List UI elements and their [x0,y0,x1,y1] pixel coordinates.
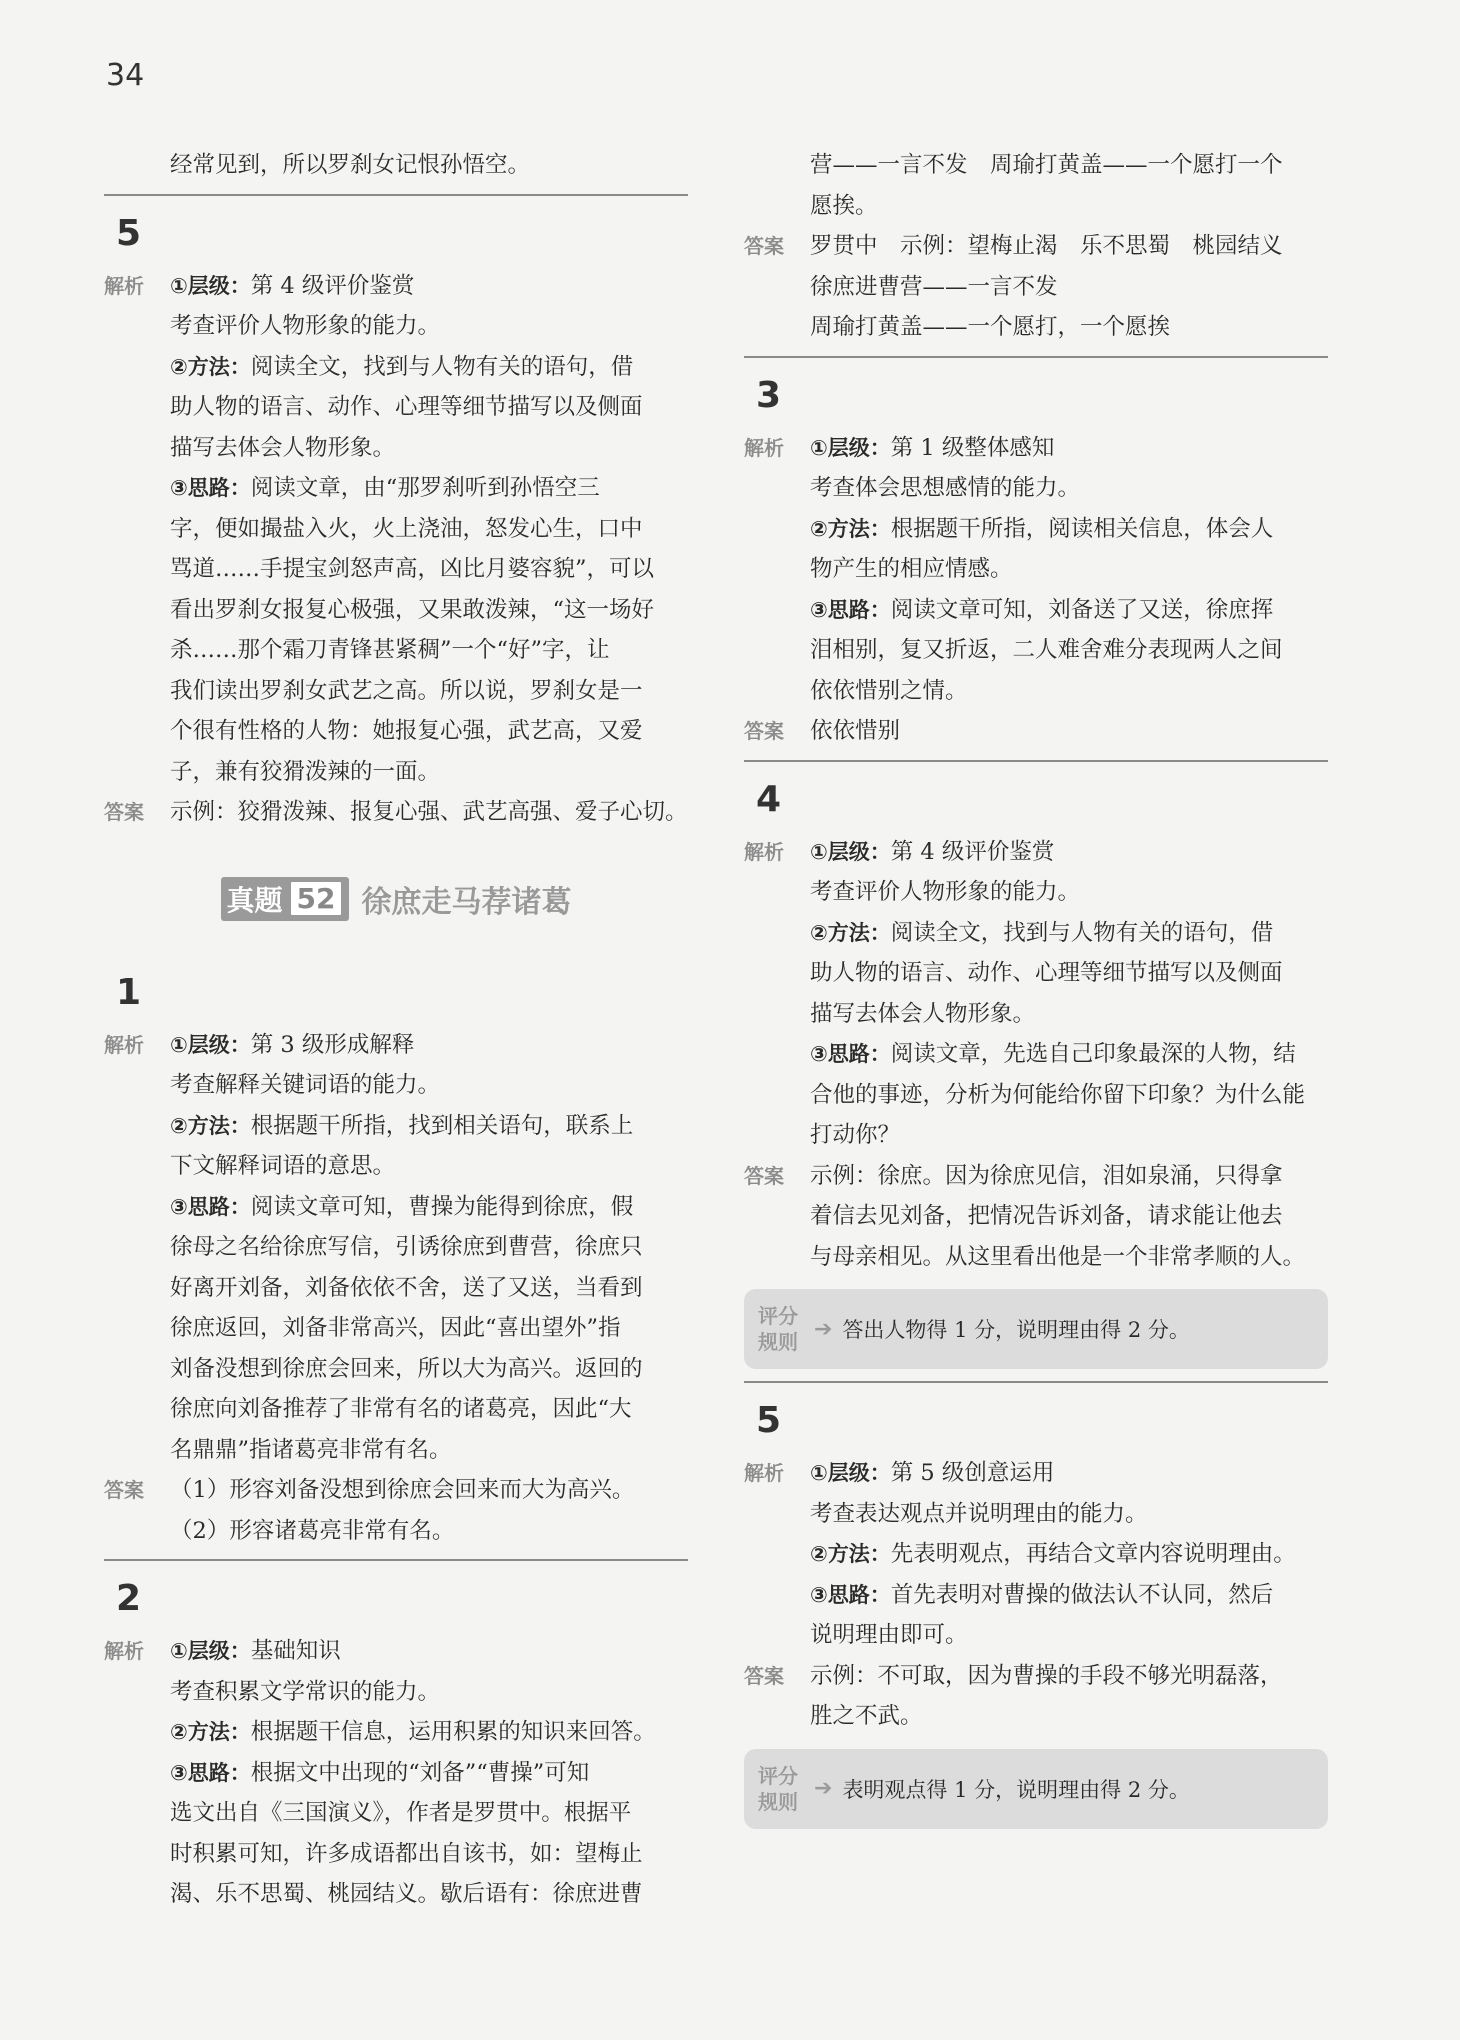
analysis-label: 解析 [104,1032,144,1057]
method-line: 描写去体会人物形象。 [170,434,396,461]
method-line: 助人物的语言、动作、心理等细节描写以及侧面 [170,394,643,420]
analysis-block [744,428,1328,712]
level-head: ①层级： [810,839,891,864]
level-text: 基础知识 [250,1638,341,1664]
think-line: 阅读文章，由“那罗刹听到孙悟空三 [250,475,600,501]
think-line: 骂道……手提宝剑怒声高，凶比月婆容貌”，可以 [170,556,655,582]
think-head: ③思路： [810,1582,891,1607]
level-text: 第 1 级整体感知 [890,434,1055,461]
think-head: ③思路： [170,1760,251,1785]
continuation-line: 经常见到，所以罗刹女记恨孙悟空。 [170,152,531,178]
think-head: ③思路： [810,1042,891,1066]
continuation-line: 营——一言不发 周瑜打黄盖——一个愿打一个 [810,152,1283,178]
think-line: 根据文中出现的“刘备”“曹操”可知 [250,1759,590,1786]
question-number: 2 [116,1578,142,1619]
think-head: ③思路： [170,1194,251,1219]
question-number: 4 [756,778,782,820]
scoring-rule-text: 答出人物得 1 分，说明理由得 2 分。 [842,1318,1190,1342]
answer-text: 罗贯中 示例：望梅止渴 乐不思蜀 桃园结义 [810,233,1283,259]
method-head: ②方法： [810,516,891,541]
answer-block [744,711,1328,752]
level-text: 第 4 级评价鉴赏 [250,272,415,299]
scoring-rule-label-line: 评分 [758,1763,798,1788]
think-line: 打动你？ [810,1122,901,1148]
question-number: 1 [116,971,142,1013]
method-line: 先表明观点，再结合文章内容说明理由。 [890,1541,1296,1567]
method-line: 助人物的语言、动作、心理等细节描写以及侧面 [810,960,1283,986]
level-head: ①层级： [170,273,251,298]
level-desc: 考查评价人物形象的能力。 [810,879,1081,905]
scoring-rule-label [758,1303,806,1355]
method-head: ②方法： [170,354,251,379]
think-line: 阅读文章可知，曹操为能得到徐庶，假 [250,1193,634,1220]
think-line: 杀……那个霜刀青锋甚紧稠”一个“好”字，让 [170,637,610,663]
question-number: 3 [756,374,782,416]
think-line: 泪相别，复又折返，二人难舍难分表现两人之间 [810,637,1283,663]
title-number: 52 [289,880,344,917]
think-line: 徐庶向刘备推荐了非常有名的诸葛亮，因此“大 [170,1396,632,1422]
analysis-block [104,1631,688,1915]
think-line: 依依惜别之情。 [810,677,968,704]
level-desc: 考查评价人物形象的能力。 [170,313,441,339]
level-desc: 考查积累文学常识的能力。 [170,1678,441,1705]
answer-text: 与母亲相见。从这里看出他是一个非常孝顺的人。 [810,1243,1306,1270]
answer-label: 答案 [744,1663,784,1688]
scoring-rule-box [744,1289,1328,1369]
think-line: 合他的事迹，分析为何能给你留下印象？为什么能 [810,1081,1306,1108]
scoring-rule-box [744,1749,1328,1829]
think-line: 字，便如撮盐入火，火上浇油，怒发心生，口中 [170,515,643,542]
scoring-rule-label [758,1763,806,1815]
think-line: 名鼎鼎”指诸葛亮非常有名。 [170,1436,452,1463]
answer-text: 徐庶进曹营——一言不发 [810,273,1058,300]
question-number: 5 [116,212,142,254]
answer-text: 周瑜打黄盖——一个愿打，一个愿挨 [810,314,1171,340]
think-line: 首先表明对曹操的做法认不认同，然后 [890,1581,1274,1608]
method-line: 物产生的相应情感。 [810,556,1013,582]
analysis-label: 解析 [104,1639,144,1663]
analysis-label: 解析 [744,839,784,864]
analysis-label: 解析 [744,1461,784,1485]
answer-text: 依依惜别 [810,718,901,744]
think-head: ③思路： [810,597,891,622]
answer-label: 答案 [104,1478,144,1502]
answer-text: 胜之不武。 [810,1703,923,1729]
answer-block [744,226,1328,348]
analysis-block [744,832,1328,1156]
section-title [104,875,688,923]
method-line: 阅读全文，找到与人物有关的语句，借 [250,353,634,380]
analysis-block [104,266,688,793]
level-head: ①层级： [810,1461,891,1485]
think-line: 选文出自《三国演义》，作者是罗贯中。根据平 [170,1800,632,1826]
think-head: ③思路： [170,476,251,500]
answer-block [104,1470,688,1551]
think-line: 我们读出罗刹女武艺之高。所以说，罗刹女是一 [170,677,643,704]
method-head: ②方法： [810,1542,891,1566]
answer-label: 答案 [744,1163,784,1188]
method-head: ②方法： [170,1113,251,1138]
think-line: 看出罗刹女报复心极强，又果敢泼辣，“这一场好 [170,596,655,623]
answer-text: 示例：徐庶。因为徐庶见信，泪如泉涌，只得拿 [810,1162,1283,1189]
arrow-right-icon: ➔ [814,1776,833,1801]
think-line: 子，兼有狡猾泼辣的一面。 [170,758,441,785]
level-text: 第 4 级评价鉴赏 [890,838,1055,865]
continuation-line: 愿挨。 [810,192,878,219]
think-line: 渴、乐不思蜀、桃园结义。歇后语有：徐庶进曹 [170,1881,643,1907]
level-desc: 考查体会思想感情的能力。 [810,475,1081,501]
page-number: 34 [106,58,145,93]
method-line: 下文解释词语的意思。 [170,1153,396,1179]
method-head: ②方法： [810,920,891,945]
scoring-rule-label-line: 规则 [758,1789,798,1814]
answer-label: 答案 [104,800,144,824]
think-line: 说明理由即可。 [810,1622,968,1648]
question-number: 5 [756,1400,782,1441]
title-badge-text: 真题 [226,883,283,917]
answer-text: （2）形容诸葛亮非常有名。 [170,1517,455,1544]
answer-label: 答案 [744,234,784,258]
analysis-block [744,1453,1328,1656]
think-line: 时积累可知，许多成语都出自该书，如：望梅止 [170,1840,643,1867]
scoring-rule-label-line: 规则 [758,1330,798,1354]
level-head: ①层级： [170,1639,251,1663]
answer-text: 着信去见刘备，把情况告诉刘备，请求能让他去 [810,1203,1283,1229]
analysis-block [104,1025,688,1471]
scoring-rule-text: 表明观点得 1 分，说明理由得 2 分。 [842,1777,1190,1802]
title-badge [221,877,350,921]
method-head: ②方法： [170,1720,251,1744]
think-line: 徐庶返回，刘备非常高兴，因此“喜出望外”指 [170,1315,621,1341]
level-text: 第 3 级形成解释 [250,1031,415,1058]
scoring-rule-label-line: 评分 [758,1304,798,1328]
method-line: 根据题干信息，运用积累的知识来回答。 [250,1719,656,1745]
answer-label: 答案 [744,719,784,743]
think-line: 阅读文章可知，刘备送了又送，徐庶挥 [890,596,1274,623]
think-line: 徐母之名给徐庶写信，引诱徐庶到曹营，徐庶只 [170,1234,643,1260]
method-line: 根据题干所指，阅读相关信息，体会人 [890,515,1274,542]
analysis-label: 解析 [744,435,784,460]
answer-text: 示例：狡猾泼辣、报复心强、武艺高强、爱子心切。 [170,799,688,825]
method-line: 根据题干所指，找到相关语句，联系上 [250,1112,634,1139]
method-line: 阅读全文，找到与人物有关的语句，借 [890,919,1274,946]
answer-block [744,1656,1328,1737]
left-column [104,145,688,1915]
think-line: 刘备没想到徐庶会回来，所以大为高兴。返回的 [170,1355,643,1382]
level-desc: 考查表达观点并说明理由的能力。 [810,1500,1148,1527]
method-line: 描写去体会人物形象。 [810,1000,1036,1027]
arrow-right-icon: ➔ [814,1316,833,1342]
analysis-label: 解析 [104,273,144,298]
level-head: ①层级： [810,435,891,460]
level-desc: 考查解释关键词语的能力。 [170,1072,441,1098]
answer-block [104,792,688,833]
level-text: 第 5 级创意运用 [890,1460,1055,1486]
answer-text: （1）形容刘备没想到徐庶会回来而大为高兴。 [170,1477,635,1503]
right-column [744,145,1328,1841]
answer-block [744,1156,1328,1278]
title-text: 徐庶走马荐诸葛 [361,884,572,920]
answer-text: 示例：不可取，因为曹操的手段不够光明磊落， [810,1662,1283,1689]
level-head: ①层级： [170,1032,251,1057]
think-line: 阅读文章，先选自己印象最深的人物，结 [890,1041,1296,1067]
think-line: 个很有性格的人物：她报复心强，武艺高，又爱 [170,718,643,744]
think-line: 好离开刘备，刘备依依不舍，送了又送，当看到 [170,1274,643,1301]
